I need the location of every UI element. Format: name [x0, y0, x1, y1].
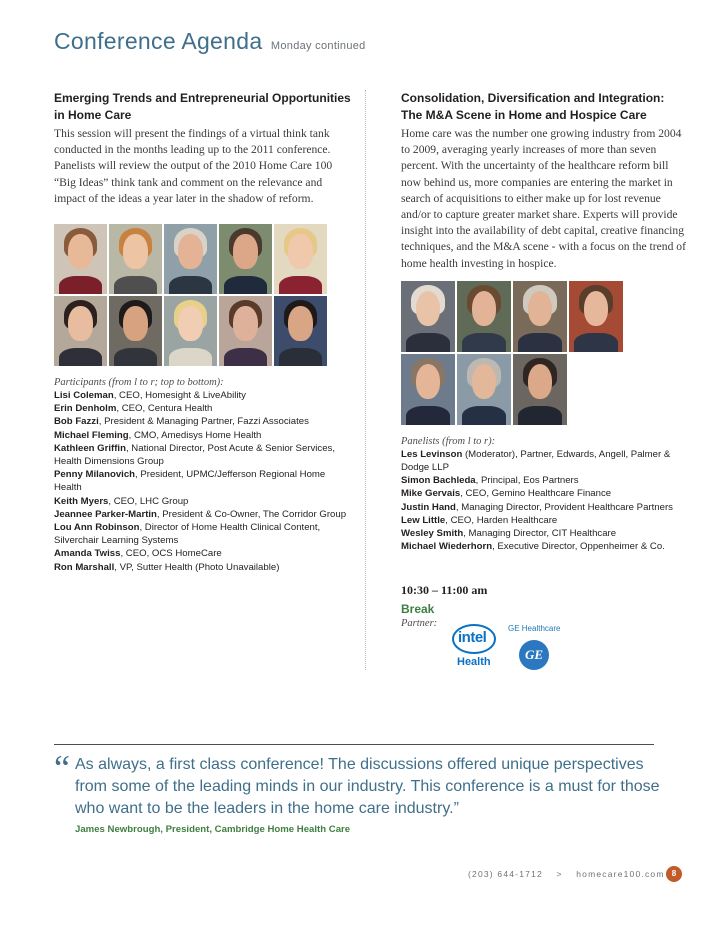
photo-face: [178, 306, 202, 341]
photo-face: [472, 364, 497, 400]
participant-photo: [274, 296, 327, 366]
participant-entry: [54, 468, 354, 494]
footer-separator: >: [556, 869, 563, 879]
column-divider: [365, 90, 366, 670]
panelist-name: Lew Little: [401, 514, 446, 526]
photo-clothing: [114, 348, 156, 366]
participant-photo: [54, 224, 107, 294]
panelist-entry: [401, 501, 686, 514]
participant-entry: [54, 547, 354, 560]
panelist-role: , Managing Director, CIT Healthcare: [463, 528, 617, 540]
photo-face: [178, 234, 202, 269]
participant-photo: [54, 296, 107, 366]
panelist-name: Michael Wiederhorn: [401, 541, 493, 553]
photo-face: [416, 291, 441, 327]
panelist-photo: [457, 354, 511, 425]
session-description: Home care was the number one growing industry from 2004 to 2009, averaging yearly increases of more than seven percent. With the uncertainty of the healthcare reform bill now behind us, more companies are entering the market in search of acquisitions to either make up for lost revenue and/or to capture greater market share. Experts will provide insight into the availability of debt capital, creative financing techniques, and the M&A scene - with a focus on the trend of home health investing in hospice.: [401, 127, 686, 270]
panelist-role: , CEO, Gemino Healthcare Finance: [460, 488, 612, 500]
participant-role: , President & Co-Owner, The Corridor Group: [156, 508, 347, 520]
participant-name: Lou Ann Robinson: [54, 522, 140, 534]
photo-face: [288, 306, 312, 341]
participant-role: , CEO, Homesight & LiveAbility: [113, 390, 246, 402]
panelist-photo: [401, 281, 455, 352]
participant-entry: [54, 495, 354, 508]
participant-role: , President & Managing Partner, Fazzi Associates: [98, 416, 309, 428]
participant-entry: [54, 402, 354, 415]
panelists-caption: Panelists (from l to r):: [401, 435, 496, 447]
photo-clothing: [279, 276, 321, 294]
photo-clothing: [406, 333, 449, 351]
participant-photo: [219, 296, 272, 366]
photo-face: [288, 234, 312, 269]
participant-name: Penny Milanovich: [54, 469, 136, 481]
panelist-name: Simon Bachleda: [401, 475, 476, 487]
photo-face: [472, 291, 497, 327]
photo-face: [233, 234, 257, 269]
photo-face: [416, 364, 441, 400]
participant-entry: [54, 561, 354, 574]
panelist-entry: [401, 527, 686, 540]
panelist-role: , CEO, Harden Healthcare: [445, 514, 558, 526]
panelist-name: Wesley Smith: [401, 528, 464, 540]
participant-role: , CEO, OCS HomeCare: [120, 548, 222, 560]
panelist-entry: [401, 474, 686, 487]
panelists-list: [401, 448, 686, 554]
photo-clothing: [279, 348, 321, 366]
participants-list: [54, 389, 354, 574]
intel-health-logo: [452, 624, 498, 676]
participant-role: , President, UPMC/Jefferson Regional Home Health: [54, 469, 326, 494]
panelist-photo: [401, 354, 455, 425]
participant-name: Erin Denholm: [54, 403, 117, 415]
partner-row: [401, 618, 686, 678]
participant-name: Bob Fazzi: [54, 416, 99, 428]
panelist-role: , Executive Director, Oppenheimer & Co.: [492, 541, 665, 553]
photo-clothing: [169, 348, 211, 366]
panelist-entry: [401, 448, 686, 474]
participant-entry: [54, 521, 354, 547]
participant-photo: [109, 296, 162, 366]
participant-entry: [54, 415, 354, 428]
photo-clothing: [114, 276, 156, 294]
testimonial-quote: As always, a first class conference! The discussions offered unique perspectives from some of the leading minds in our industry. This conference is a must for those who want to be the leaders in the home care industry.”: [75, 756, 660, 817]
quote-rule: [54, 744, 654, 745]
photo-face: [584, 291, 609, 327]
footer: [468, 869, 665, 879]
participant-name: Ron Marshall: [54, 561, 115, 573]
panelist-photo: [513, 354, 567, 425]
photo-clothing: [59, 276, 101, 294]
session-description: This session will present the findings of a virtual think tank conducted in the months leading up to the 2011 conference. Panelists will review the output of the 2010 Home Care 100 “Big Ideas” think tank and comment on the relevance and impact of the ideas a year later in the shadow of reform.: [54, 127, 333, 205]
participant-name: Amanda Twiss: [54, 548, 121, 560]
quote-mark: “: [54, 748, 70, 788]
photo-clothing: [462, 406, 505, 424]
testimonial-author: James Newbrough, President, Cambridge Home Health Care: [75, 824, 351, 835]
participant-photo: [274, 224, 327, 294]
panelist-entry: [401, 487, 686, 500]
left-session: [54, 90, 354, 574]
photo-face: [528, 364, 553, 400]
participant-role: , CMO, Amedisys Home Health: [128, 429, 262, 441]
participant-role: , CEO, Centura Health: [116, 403, 213, 415]
photo-face: [123, 234, 147, 269]
panelist-role: , Principal, Eos Partners: [475, 475, 579, 487]
ge-healthcare-logo: [508, 624, 568, 678]
panelist-entry: [401, 514, 686, 527]
photo-clothing: [406, 406, 449, 424]
photo-clothing: [574, 333, 617, 351]
participant-role: , VP, Sutter Health (Photo Unavailable): [114, 561, 280, 573]
ge-healthcare-label: GE Healthcare: [508, 624, 561, 634]
participant-name: Keith Myers: [54, 495, 109, 507]
panelist-entry: [401, 540, 686, 553]
panelist-photo: [457, 281, 511, 352]
photo-clothing: [169, 276, 211, 294]
break-time: 10:30 – 11:00 am: [401, 583, 488, 598]
participant-entry: [54, 508, 354, 521]
page-title: Conference Agenda: [54, 28, 263, 54]
photo-face: [233, 306, 257, 341]
participant-name: Michael Fleming: [54, 429, 129, 441]
page-subtitle: Monday continued: [270, 40, 366, 52]
participant-name: Kathleen Griffin: [54, 442, 126, 454]
break-label: Break: [401, 602, 435, 617]
page-number-badge: 8: [666, 866, 682, 882]
panelist-name: Justin Hand: [401, 501, 456, 513]
participant-photo: [219, 224, 272, 294]
participant-photo: [109, 224, 162, 294]
footer-website-link[interactable]: homecare100.com: [576, 869, 665, 879]
participant-photo: [164, 224, 217, 294]
participant-name: Jeannee Parker-Martin: [54, 508, 157, 520]
panelist-photo: [569, 281, 623, 352]
participant-entry: [54, 389, 354, 402]
panelist-name: Mike Gervais: [401, 488, 461, 500]
session-title: Consolidation, Diversification and Integration: The M&A Scene in Home and Hospice Care: [401, 91, 665, 122]
photo-face: [68, 234, 92, 269]
participant-name: Lisi Coleman: [54, 390, 114, 402]
footer-phone: (203) 644-1712: [468, 869, 543, 879]
ge-monogram: GE: [519, 640, 549, 670]
photo-clothing: [59, 348, 101, 366]
participant-photo: [164, 296, 217, 366]
photo-face: [68, 306, 92, 341]
intel-logo-health: Health: [457, 656, 491, 669]
intel-logo-word: intel: [458, 629, 487, 647]
participant-role: , Director of Home Health Clinical Content, Silverchair Learning Systems: [54, 522, 321, 547]
participant-role: , CEO, LHC Group: [108, 495, 189, 507]
partner-label: Partner:: [401, 618, 438, 630]
panelist-photo: [513, 281, 567, 352]
participant-entry: [54, 442, 354, 468]
photo-clothing: [462, 333, 505, 351]
photo-face: [528, 291, 553, 327]
right-session: [401, 90, 686, 678]
page-header: [54, 28, 366, 55]
participant-role: , National Director, Post Acute & Senior Services, Health Dimensions Group: [54, 442, 335, 468]
photo-clothing: [224, 276, 266, 294]
photo-clothing: [518, 333, 561, 351]
participant-entry: [54, 429, 354, 442]
participants-caption: Participants (from l to r; top to bottom):: [54, 377, 224, 389]
photo-face: [123, 306, 147, 341]
panelist-role: (Moderator), Partner, Edwards, Angell, Palmer & Dodge LLP: [401, 448, 671, 474]
panelist-name: Les Levinson: [401, 448, 463, 460]
participant-photo-grid: [54, 224, 354, 366]
photo-clothing: [518, 406, 561, 424]
panelist-role: , Managing Director, Provident Healthcare Partners: [455, 501, 673, 513]
panelist-photo-grid: [401, 281, 686, 425]
photo-clothing: [224, 348, 266, 366]
session-title: Emerging Trends and Entrepreneurial Opportunities in Home Care: [54, 91, 351, 122]
